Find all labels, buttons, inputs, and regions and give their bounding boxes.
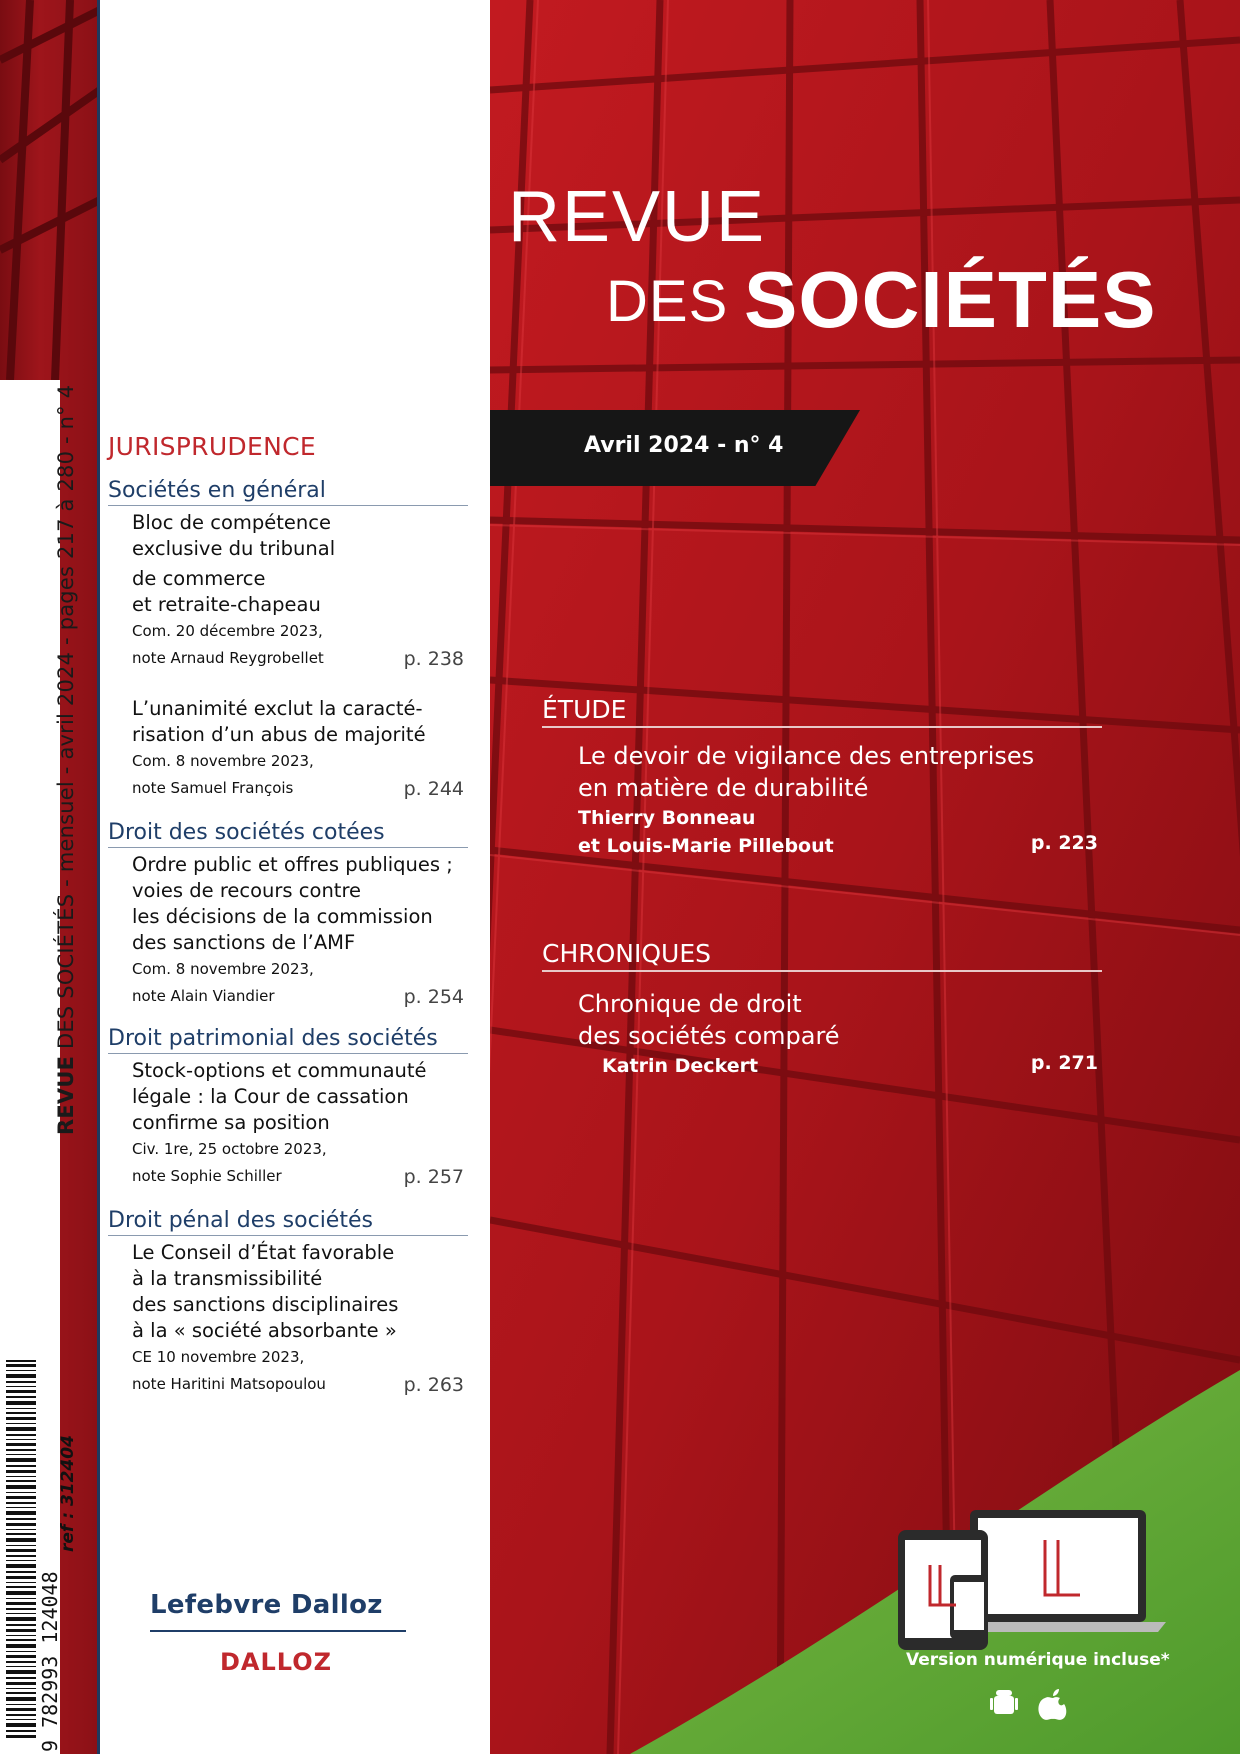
toc-entry[interactable] — [132, 852, 464, 1008]
chroniques-entry[interactable] — [578, 988, 1098, 1080]
etude-entry[interactable] — [578, 740, 1098, 860]
entry-title-line: Stock-options et communauté — [132, 1059, 427, 1082]
section-etude: ÉTUDE — [542, 694, 1102, 728]
etude-title-line: en matière de durabilité — [578, 774, 869, 802]
entry-title-line: confirme sa position — [132, 1111, 330, 1134]
entry-reference: Com. 20 décembre 2023, — [132, 622, 323, 640]
section-title-droit-penal: Droit pénal des sociétés — [108, 1208, 468, 1236]
etude-author: Thierry Bonneau — [578, 807, 756, 829]
entry-title-line: et retraite-chapeau — [132, 593, 321, 616]
publisher-logo: Lefebvre Dalloz — [150, 1590, 383, 1620]
entry-page: p. 238 — [403, 648, 464, 670]
entry-title-line: à la « société absorbante » — [132, 1319, 397, 1342]
etude-title-line: Le devoir de vigilance des entreprises — [578, 742, 1035, 770]
entry-title-line: à la transmissibilité — [132, 1267, 323, 1290]
issue-date: Avril 2024 - n° 4 — [584, 433, 784, 458]
entry-page: p. 244 — [403, 778, 464, 800]
spine-title: REVUE DES SOCIÉTÉS - mensuel - avril 2024 - pages 217 à 280 - n° 4 — [54, 384, 78, 1135]
entry-reference: Com. 8 novembre 2023, — [132, 960, 314, 978]
entry-title-line: Bloc de compétence — [132, 511, 331, 534]
entry-title-line: les décisions de la commission — [132, 905, 433, 928]
entry-page: p. 263 — [403, 1374, 464, 1396]
entry-note: note Haritini Matsopoulou — [132, 1375, 326, 1393]
jurisprudence-heading: JURISPRUDENCE — [108, 432, 316, 461]
barcode-reference: ref : 312404 — [58, 1435, 78, 1552]
entry-note: note Arnaud Reygrobellet — [132, 649, 324, 667]
entry-title-line: légale : la Cour de cassation — [132, 1085, 409, 1108]
title-des: DES — [606, 269, 729, 334]
toc-entry[interactable] — [132, 696, 464, 800]
barcode-digits: 9 782993 124048 — [38, 1571, 62, 1752]
entry-note: note Sophie Schiller — [132, 1167, 282, 1185]
entry-title-line: risation d’un abus de majorité — [132, 723, 426, 746]
section-title-societes-en-general: Sociétés en général — [108, 478, 468, 506]
entry-title-line: exclusive du tribunal — [132, 537, 336, 560]
entry-page: p. 254 — [403, 986, 464, 1008]
chroniques-title-line: Chronique de droit — [578, 990, 802, 1018]
publisher-rule — [150, 1630, 406, 1632]
etude-page: p. 223 — [1030, 832, 1098, 854]
etude-author: et Louis-Marie Pillebout — [578, 835, 834, 857]
toc-entry[interactable] — [132, 1058, 464, 1188]
section-title-droit-patrimonial: Droit patrimonial des sociétés — [108, 1026, 468, 1054]
entry-title-line: des sanctions de l’AMF — [132, 931, 356, 954]
section-chroniques: CHRONIQUES — [542, 938, 1102, 972]
entry-page: p. 257 — [403, 1166, 464, 1188]
entry-note: note Alain Viandier — [132, 987, 275, 1005]
title-revue: REVUE — [508, 177, 767, 257]
entry-reference: Civ. 1re, 25 octobre 2023, — [132, 1140, 327, 1158]
title-societes: SOCIÉTÉS — [744, 255, 1157, 344]
entry-reference: CE 10 novembre 2023, — [132, 1348, 305, 1366]
entry-title-line: voies de recours contre — [132, 879, 362, 902]
entry-title-line: Le Conseil d’État favorable — [132, 1241, 395, 1264]
entry-reference: Com. 8 novembre 2023, — [132, 752, 314, 770]
toc-entry[interactable] — [132, 510, 464, 670]
digital-version-label: Version numérique incluse* — [906, 1650, 1170, 1670]
cover-panel — [490, 0, 1240, 1754]
chroniques-title-line: des sociétés comparé — [578, 1022, 840, 1050]
section-title-societes-cotees: Droit des sociétés cotées — [108, 820, 468, 848]
devices-icon — [898, 1510, 1166, 1650]
entry-title-line: L’unanimité exclut la caracté- — [132, 697, 423, 720]
entry-note: note Samuel François — [132, 779, 294, 797]
dalloz-logo: DALLOZ — [220, 1648, 333, 1676]
entry-title-line: des sanctions disciplinaires — [132, 1293, 399, 1316]
chroniques-author: Katrin Deckert — [602, 1055, 759, 1077]
toc-entry[interactable] — [132, 1240, 464, 1396]
entry-title-line: de commerce — [132, 567, 266, 590]
entry-title-line: Ordre public et offres publiques ; — [132, 853, 453, 876]
chroniques-page: p. 271 — [1030, 1052, 1098, 1074]
